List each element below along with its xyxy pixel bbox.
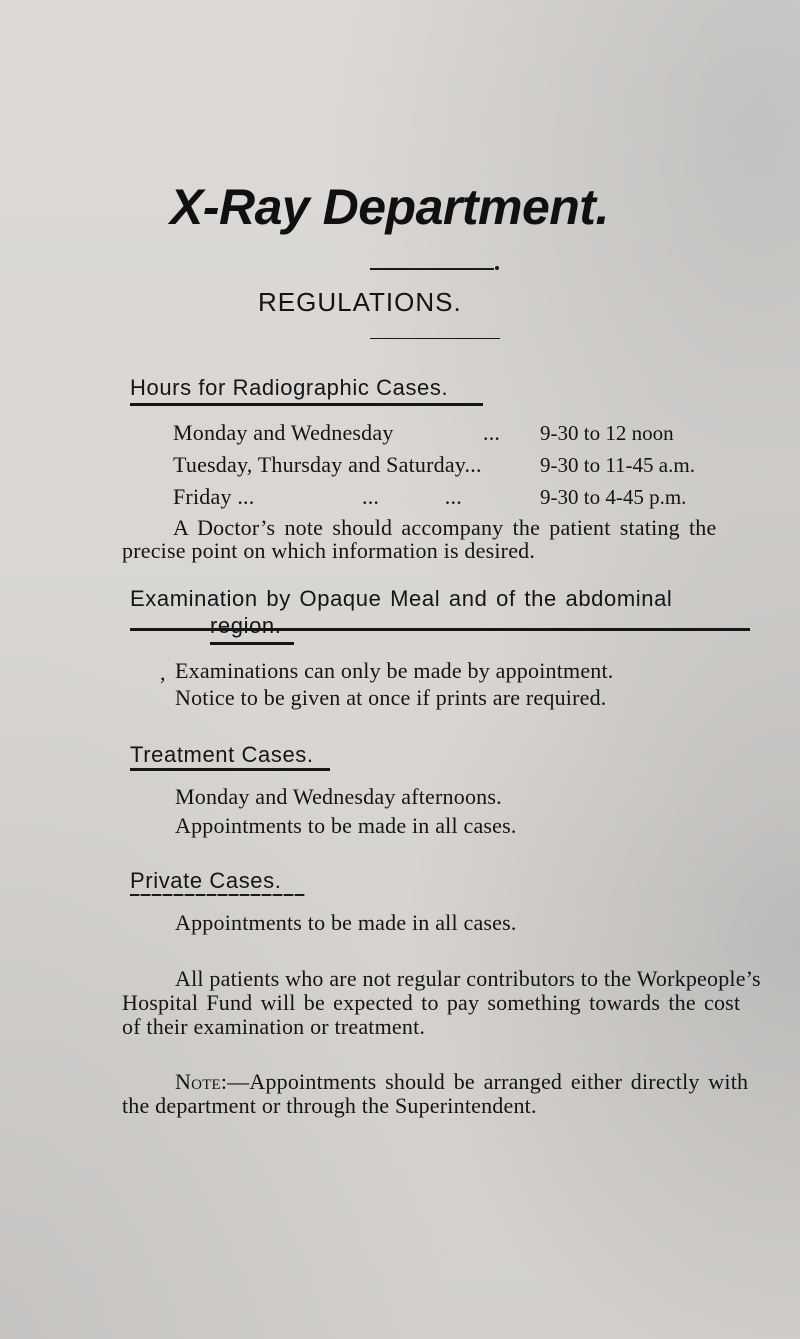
opaque-meal-line: Examinations can only be made by appointment. xyxy=(175,658,614,683)
heading-underline xyxy=(130,768,330,771)
schedule-days: Tuesday, Thursday and Saturday... xyxy=(173,452,482,477)
bullet-mark: , xyxy=(160,660,166,685)
section-heading-treatment: Treatment Cases. xyxy=(130,742,314,767)
schedule-hours: 9-30 to 12 noon xyxy=(540,421,674,445)
contributors-line: of their examination or treatment. xyxy=(122,1014,426,1039)
section-heading-private: Private Cases. xyxy=(130,868,282,893)
heading-underline xyxy=(210,642,294,645)
contributors-line: Hospital Fund will be expected to pay something towards the cost xyxy=(122,990,741,1015)
contributors-line: All patients who are not regular contributors to the Workpeople’s xyxy=(175,966,761,991)
heading-underline xyxy=(130,894,305,896)
divider-dot xyxy=(495,266,499,270)
schedule-hours: 9-30 to 4-45 p.m. xyxy=(540,485,687,509)
doctor-note-line: precise point on which information is desired. xyxy=(122,538,536,563)
footer-note-line: the department or through the Superintendent. xyxy=(122,1093,537,1118)
schedule-days: Monday and Wednesday xyxy=(173,420,394,445)
schedule-days: Friday ... xyxy=(173,484,255,509)
footer-note-line xyxy=(175,1069,748,1095)
section-heading-opaque-meal-cont: region. xyxy=(210,613,282,638)
heading-underline xyxy=(130,403,483,406)
private-line: Appointments to be made in all cases. xyxy=(175,910,517,935)
schedule-leader: ... ... xyxy=(362,484,462,509)
title-divider xyxy=(370,268,494,270)
opaque-meal-line: Notice to be given at once if prints are required. xyxy=(175,685,607,710)
section-heading-radiographic: Hours for Radiographic Cases. xyxy=(130,375,449,400)
note-label: Note xyxy=(175,1069,221,1094)
subtitle: REGULATIONS. xyxy=(258,287,462,317)
treatment-line: Monday and Wednesday afternoons. xyxy=(175,784,502,809)
treatment-line: Appointments to be made in all cases. xyxy=(175,813,517,838)
note-text: :—Appointments should be arranged either directly with xyxy=(220,1069,749,1094)
schedule-hours: 9-30 to 11-45 a.m. xyxy=(540,453,695,477)
section-heading-opaque-meal: Examination by Opaque Meal and of the abdominal xyxy=(130,586,673,611)
subtitle-divider xyxy=(370,338,500,339)
page-title: X-Ray Department. xyxy=(170,179,609,235)
doctor-note-line: A Doctor’s note should accompany the patient stating the xyxy=(173,515,717,540)
schedule-leader: ... xyxy=(483,420,501,445)
